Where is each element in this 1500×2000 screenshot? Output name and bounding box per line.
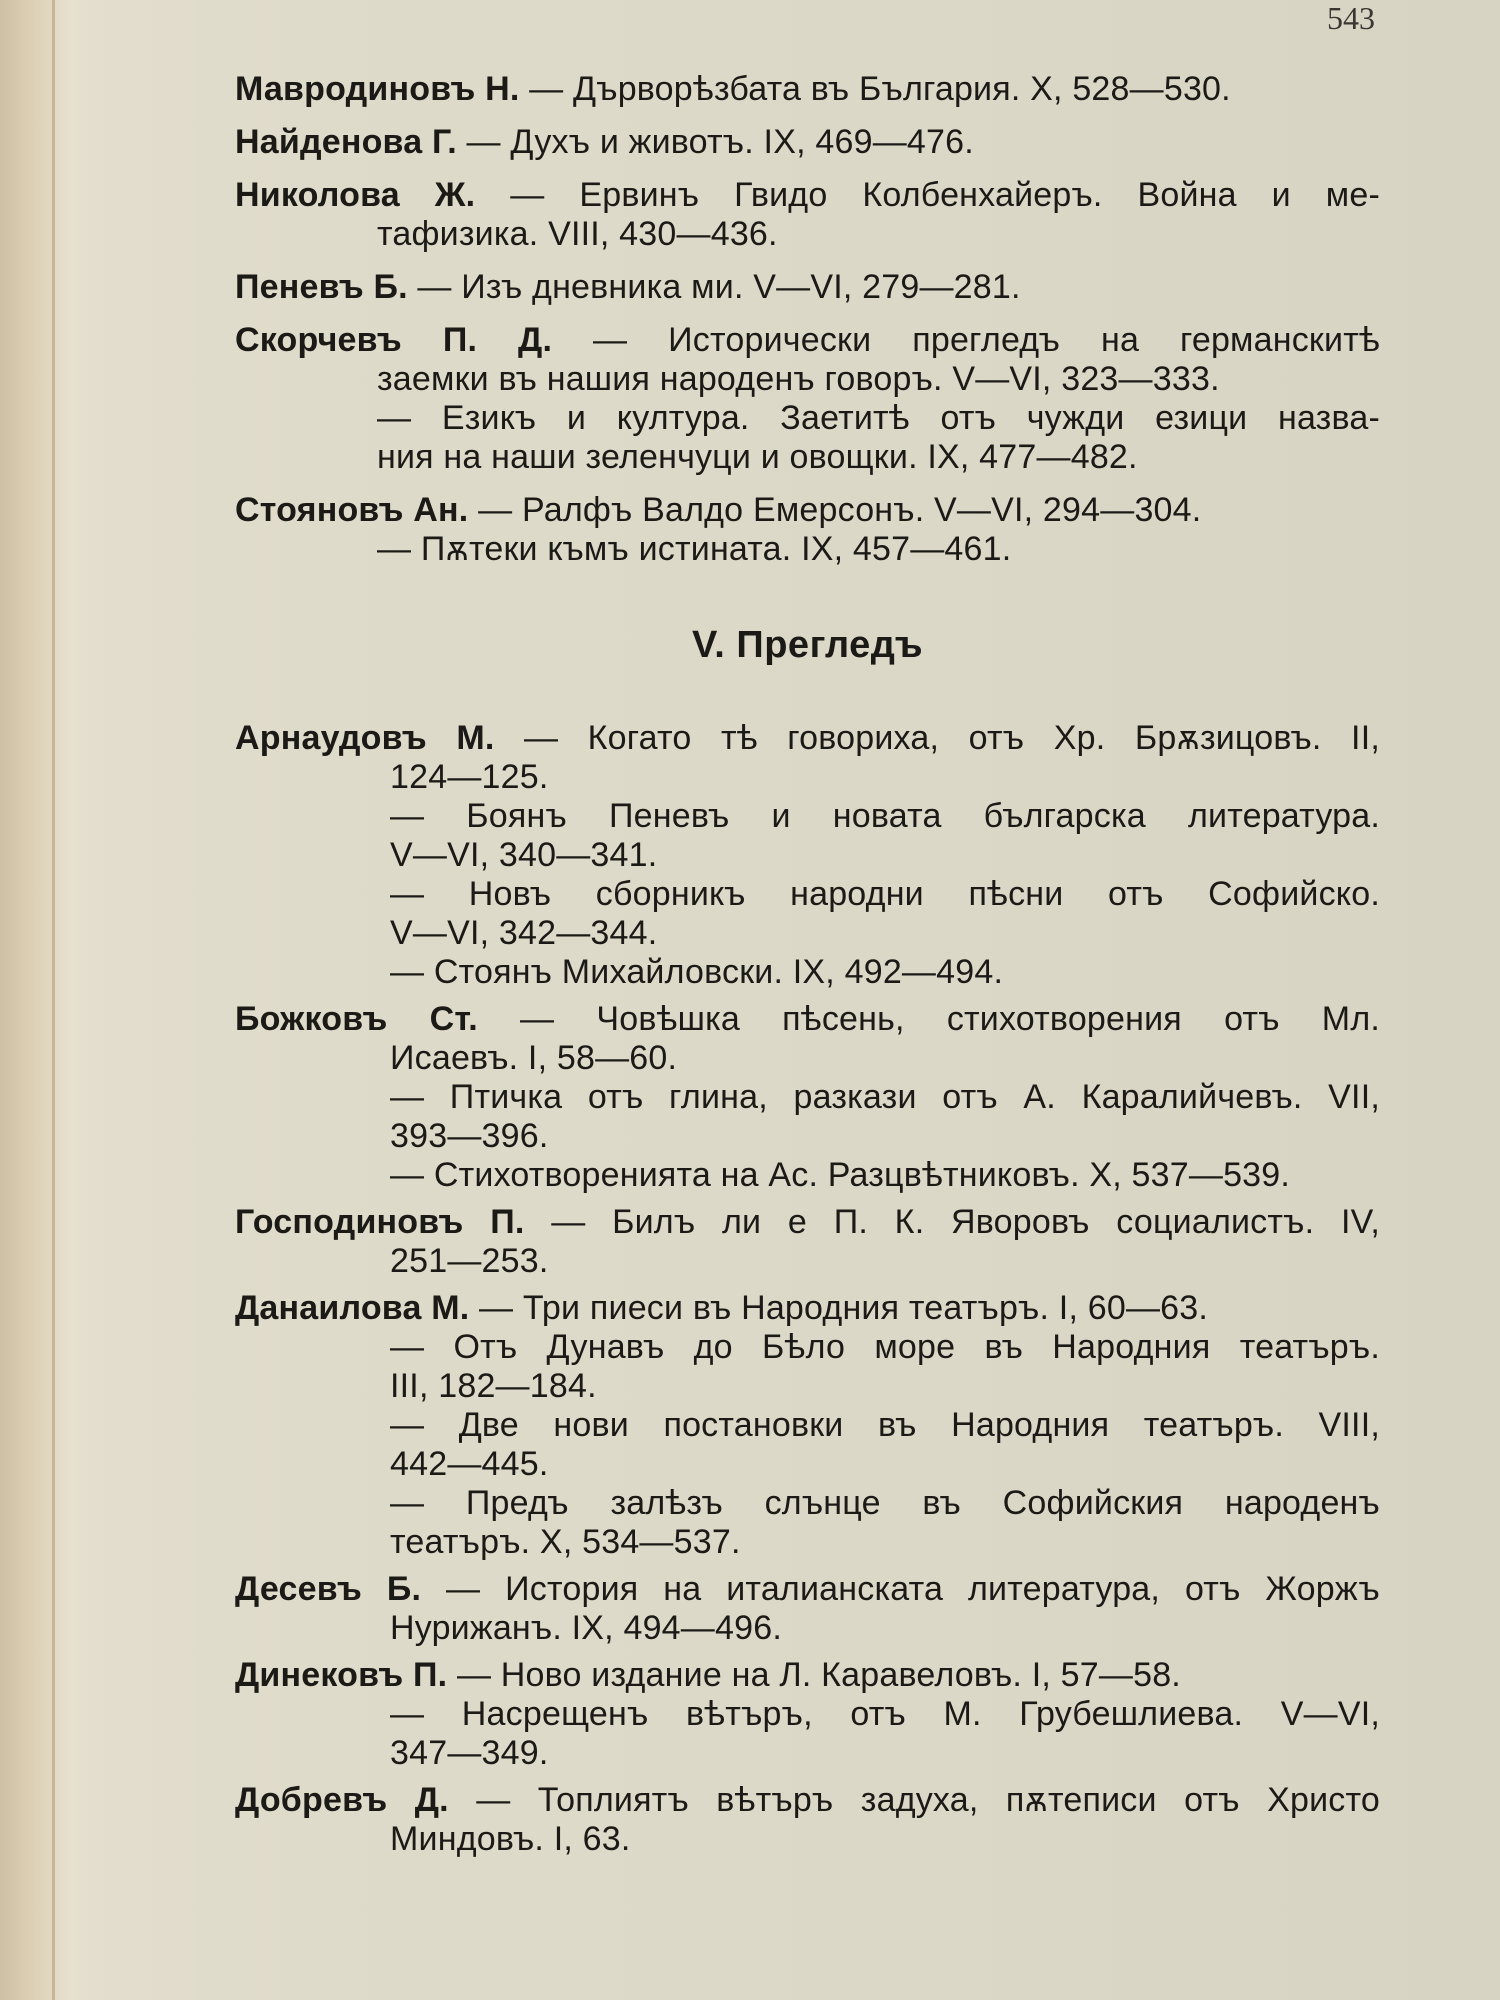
entry-text: — Когато тѣ говориха, отъ Хр. Брѫзицовъ. II, [523,719,1380,757]
entry-text: — Дърворѣзбата въ България. X, 528—530. [529,70,1231,108]
entry-line [235,321,1380,360]
entry-author: Динековъ П. [235,1656,448,1694]
entry-line: V—VI, 342—344. [390,914,658,952]
entry-text: — Исторически прегледъ на германскитѣ [593,321,1380,359]
entry-line: 442—445. [390,1445,549,1483]
entry-line [235,1000,1380,1039]
entry-line [235,1289,1380,1328]
entry-author: Божковъ Ст. [235,1000,478,1038]
entry-text: — Човѣшка пѣсень, стихотворения отъ Мл. [520,1000,1380,1038]
index-entry [235,1289,1380,1562]
page-number: 543 [1327,0,1375,36]
entry-line: 124—125. [390,758,549,796]
index-entry [235,1781,1380,1859]
page-gutter [52,0,55,2000]
index-entry [235,1570,1380,1648]
entry-author: Найденова Г. [235,123,457,161]
entry-author: Стояновъ Ан. [235,491,469,529]
section-iv-list [235,70,1380,569]
entry-text: — Ново издание на Л. Каравеловъ. I, 57—58. [456,1656,1181,1694]
entry-line: — Стихотворенията на Ас. Разцвѣтниковъ. X, 537—539. [390,1156,1291,1194]
entry-line [235,491,1380,530]
index-text [235,70,1380,1867]
entry-author: Господиновъ П. [235,1203,525,1241]
entry-line [235,1656,1380,1695]
entry-line: 393—396. [390,1117,549,1155]
entry-line: Нурижанъ. IX, 494—496. [390,1609,782,1647]
index-entry [235,123,1380,162]
entry-line: — Две нови постановки въ Народния театъръ. VIII, [390,1406,1380,1444]
entry-line [235,1570,1380,1609]
entry-text: — Три пиеси въ Народния театъръ. I, 60—63. [479,1289,1209,1327]
index-entry [235,1203,1380,1281]
entry-author: Пеневъ Б. [235,268,408,306]
entry-line [235,70,1380,109]
index-entry [235,268,1380,307]
entry-text: — Изъ дневника ми. V—VI, 279—281. [417,268,1021,306]
entry-line: — Насрещенъ вѣтъръ, отъ М. Грубешлиева. V—VI, [390,1695,1380,1733]
entry-line: Исаевъ. I, 58—60. [390,1039,678,1077]
entry-text: — Духъ и животъ. IX, 469—476. [466,123,974,161]
entry-line: — Отъ Дунавъ до Бѣло море въ Народния театъръ. [390,1328,1380,1366]
entry-line: — Езикъ и култура. Заетитѣ отъ чужди езици назва- [377,399,1380,437]
index-entry [235,1656,1380,1773]
entry-line: — Пѫтеки къмъ истината. IX, 457—461. [377,530,1012,568]
entry-line: заемки въ нашия народенъ говоръ. V—VI, 323—333. [377,360,1220,398]
entry-line [235,123,1380,162]
entry-line: ния на наши зеленчуци и овощки. IX, 477—482. [377,438,1138,476]
entry-line: тафизика. VIII, 430—436. [377,215,778,253]
index-entry [235,70,1380,109]
entry-line [235,176,1380,215]
entry-text: — Топлиятъ вѣтъръ задуха, пѫтеписи отъ Христо [476,1781,1380,1819]
entry-line: 251—253. [390,1242,549,1280]
entry-text: — Ралфъ Валдо Емерсонъ. V—VI, 294—304. [478,491,1202,529]
entry-line [235,1203,1380,1242]
entry-line: театъръ. X, 534—537. [390,1523,741,1561]
index-entry [235,491,1380,569]
entry-author: Арнаудовъ М. [235,719,495,757]
entry-author: Десевъ Б. [235,1570,422,1608]
entry-line: — Предъ залѣзъ слънце въ Софийския народенъ [390,1484,1380,1522]
entry-line: — Птичка отъ глина, разкази отъ А. Каралийчевъ. VII, [390,1078,1380,1116]
entry-author: Николова Ж. [235,176,476,214]
entry-line: III, 182—184. [390,1367,597,1405]
index-entry [235,176,1380,254]
entry-text: — Билъ ли е П. К. Яворовъ социалистъ. IV, [551,1203,1380,1241]
section-v-list [235,719,1380,1859]
index-entry [235,1000,1380,1195]
index-entry [235,719,1380,992]
section-title: V. Прегледъ [691,624,924,666]
entry-line: V—VI, 340—341. [390,836,658,874]
entry-line: — Новъ сборникъ народни пѣсни отъ Софийско. [390,875,1380,913]
entry-author: Добревъ Д. [235,1781,449,1819]
index-entry [235,321,1380,477]
entry-line [235,268,1380,307]
entry-author: Скорчевъ П. Д. [235,321,553,359]
entry-line: — Боянъ Пеневъ и новата българска литература. [390,797,1380,835]
entry-line: — Стоянъ Михайловски. IX, 492—494. [390,953,1004,991]
entry-line [235,719,1380,758]
entry-line: 347—349. [390,1734,549,1772]
entry-line [235,1781,1380,1820]
entry-text: — История на италианската литература, отъ Жоржъ [446,1570,1380,1608]
entry-line: Миндовъ. I, 63. [390,1820,631,1858]
entry-author: Данаилова М. [235,1289,470,1327]
entry-text: — Ервинъ Гвидо Колбенхайеръ. Война и ме- [510,176,1380,214]
entry-author: Мавродиновъ Н. [235,70,520,108]
